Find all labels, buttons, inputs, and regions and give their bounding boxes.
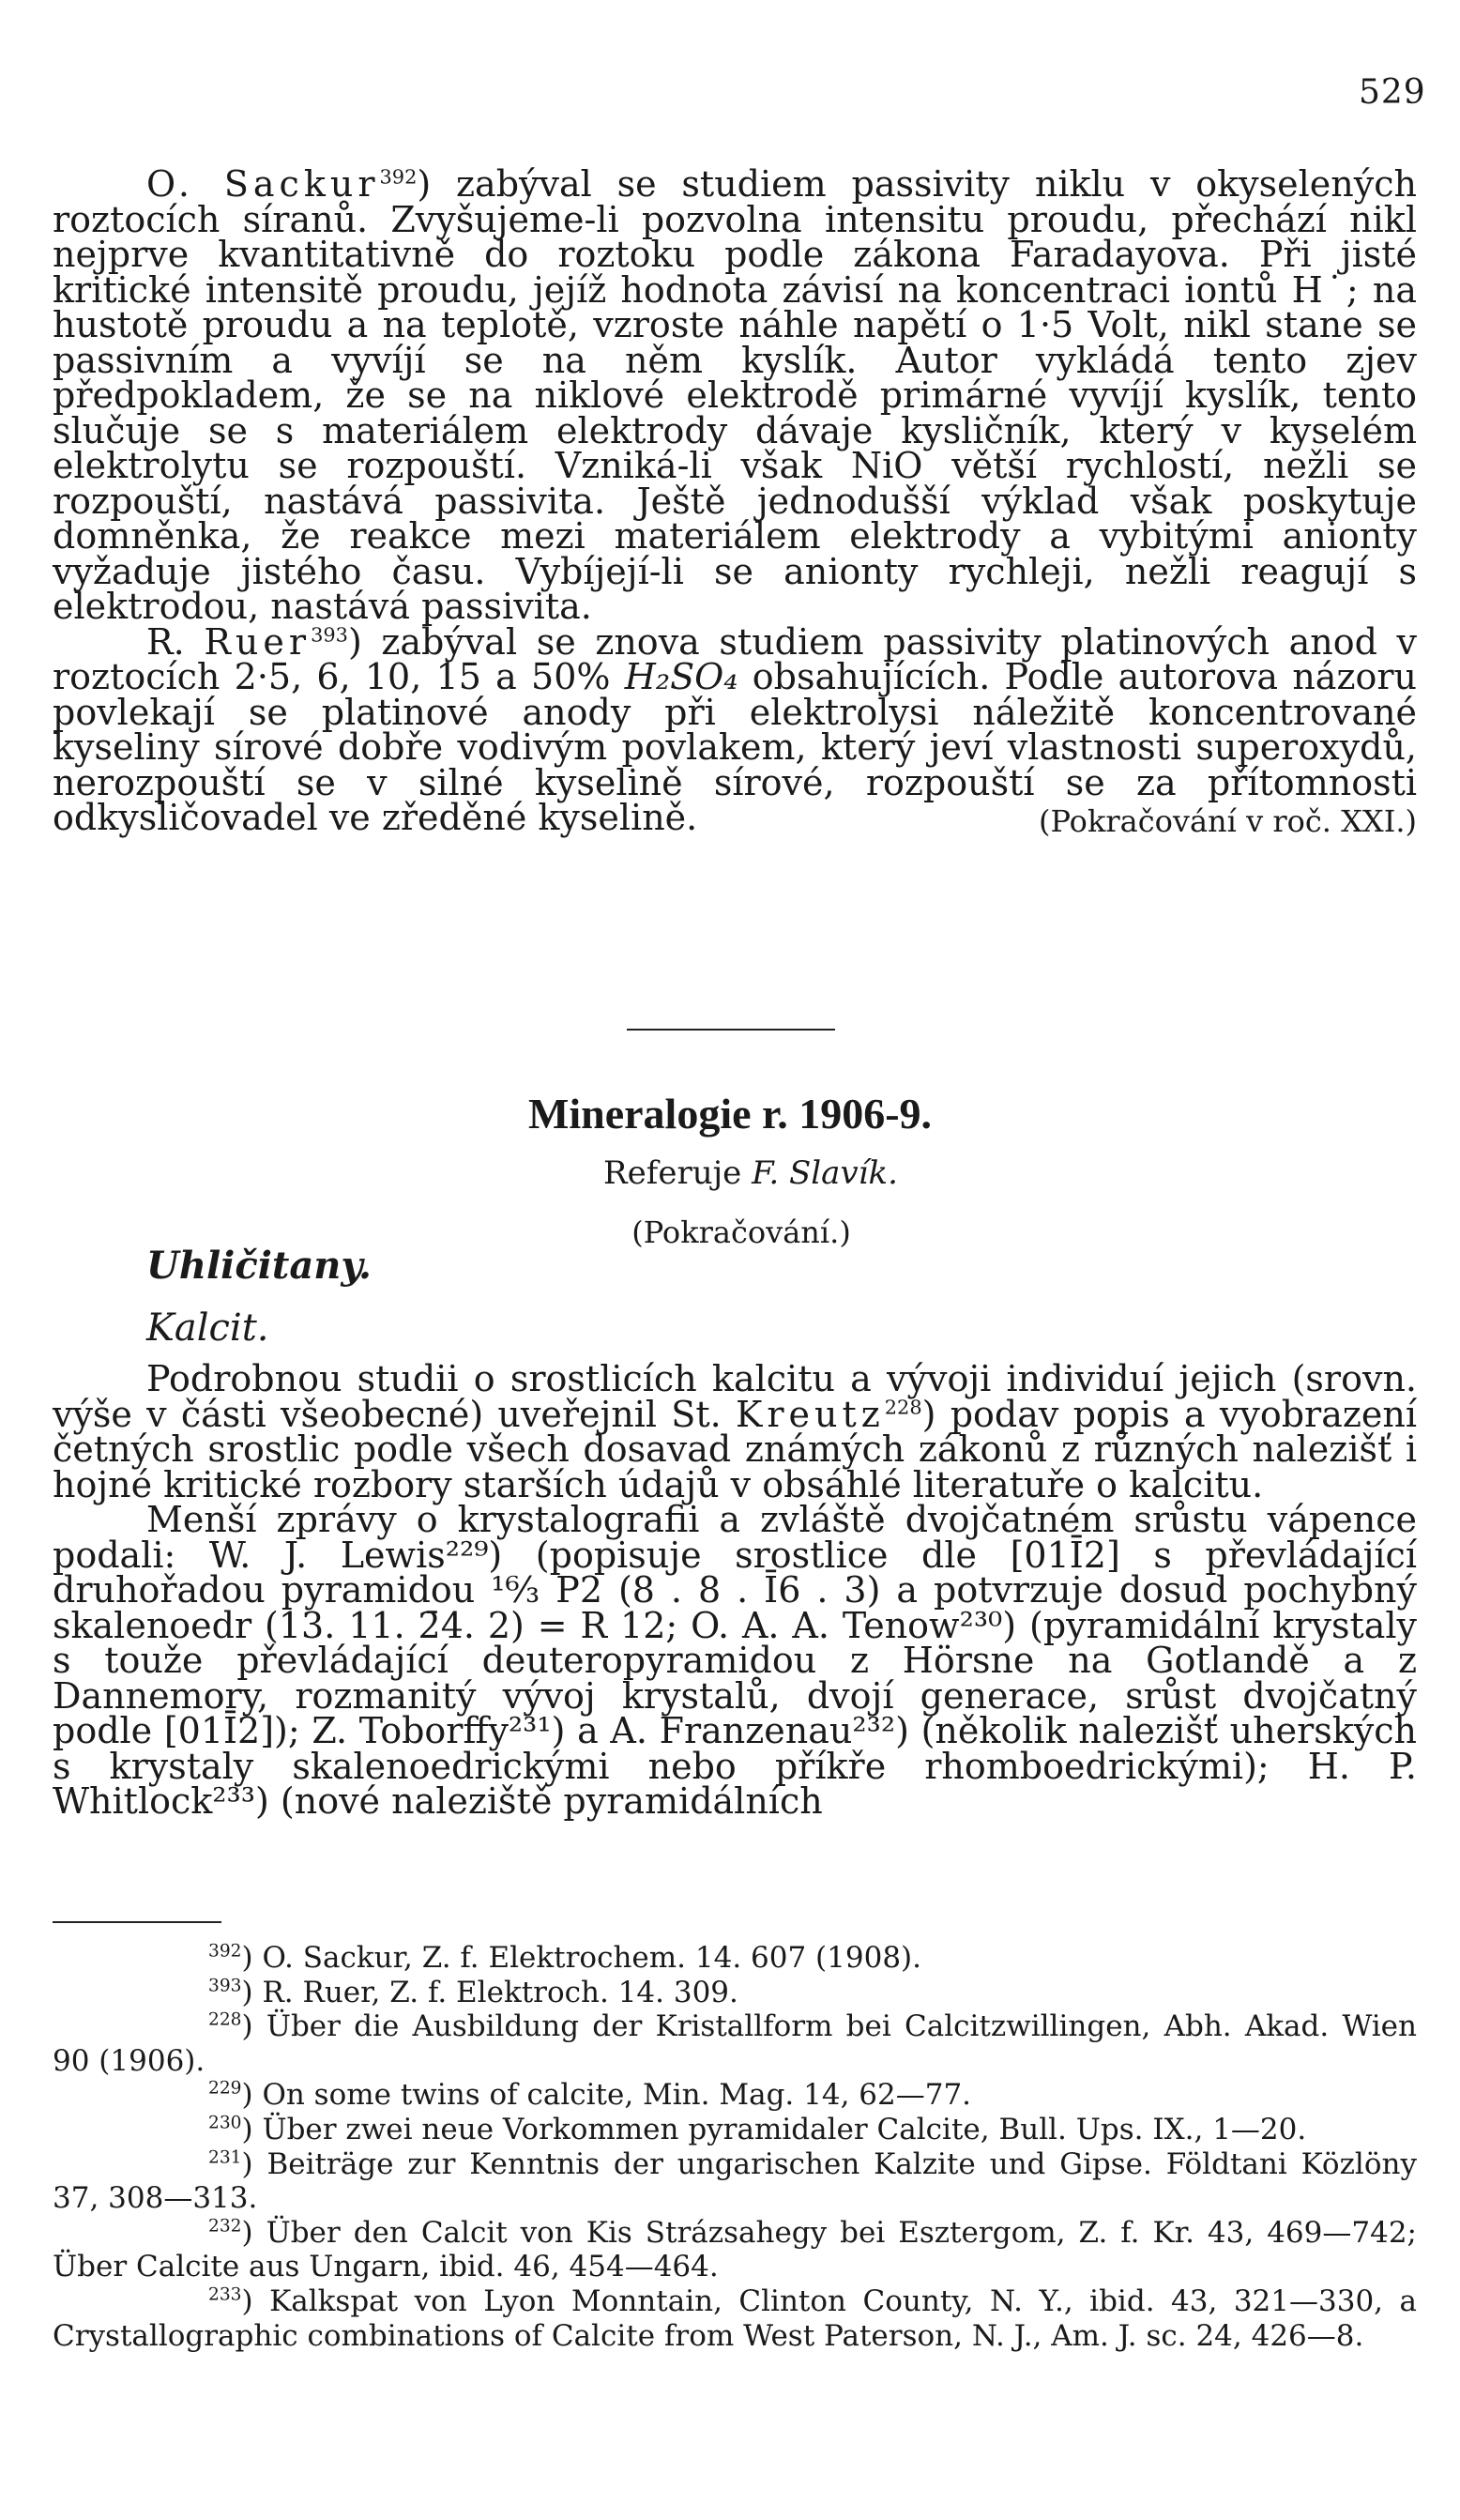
paragraph-twins: Menší zprávy o krystalografii a zvláště dvojčatném srůstu vápence podali: W. J. Lewis²²⁹) (popisuje srostlice dle [01Ī2] s převládající druhořadou pyramidou ¹⁶⁄₃ P2 (8 . 8 . Ī6 . 3) a potvrzuje dosud pochybný skalenoedr (13. 11. 2̄4. 2) = R 12; O. A. A. Tenow²³⁰) (pyramidální krystaly s touže převládající deuteropyramidou z Hörsne na Gotlandě a z Dannemory, rozmanitý vývoj krystalů, dvojí generace, srůst dvojčatný podle [01Ī2]); Z. Toborffy²³¹) a A. Franzenau²³²) (několik nalezišť uherských s krystaly skalenoedrickými nebo příkře rhomboedrickými); H. P. Whitlock²³³) (nové naleziště pyramidálních bbox=[53, 1499, 1417, 1822]
footnote-number: 232 bbox=[208, 2216, 242, 2237]
footnote-ref[interactable]: 228 bbox=[884, 1395, 922, 1418]
paragraph-ruer bbox=[53, 620, 1417, 839]
footnote bbox=[53, 1976, 1417, 2010]
footnote-number: 228 bbox=[208, 2009, 242, 2030]
section-title: Mineralogie r. 1906-9. bbox=[527, 1090, 933, 1138]
footnote-text: ) R. Ruer, Z. f. Elektroch. 14. 309. bbox=[241, 1975, 738, 2009]
byline bbox=[563, 1154, 938, 1192]
paragraph-text: Podrobnou studii o srostlicích kalcitu a vývoji individuí jejich (srovn. výše v části všeobecné) uveřejnil St. bbox=[53, 1358, 1417, 1435]
paragraph-text: ) zabýval se studiem passivity niklu v okyselených roztocích síranů. Zvyšujeme-li pozvolna intensitu proudu, přechází nikl nejprve kvantitativně do roztoku podle zákona Faradayova. Při jisté kritické intensitě proudu, jejíž hodnota závisí na koncentraci iontů H˙; na hustotě proudu a na teplotě, vzroste náhle napětí o 1·5 Volt, nikl stane se passivním a vyvíjí se na něm kyslík. Autor vykládá tento zjev předpokladem, že se na niklové elektrodě primárné vyvíjí kyslík, tento slučuje se s materiálem elektrody dávaje kysličník, který v kyselém elektrolytu se rozpouští. Vzniká-li však NiO větší rychlostí, nežli se rozpouští, nastává passivita. Ještě jednodušší výklad však poskytuje domněnka, že reakce mezi materiálem elektrody a vybitými anionty vyžaduje jistého času. Vybíjejí-li se anionty rychleji, nežli reagují s elektrodou, nastává passivita. bbox=[53, 163, 1417, 627]
byline-prefix: Referuje bbox=[603, 1154, 742, 1192]
section-divider bbox=[627, 1029, 835, 1031]
continuation-status: (Pokračování.) bbox=[631, 1214, 851, 1250]
footnote-number: 231 bbox=[208, 2147, 242, 2168]
footnote-number: 230 bbox=[208, 2113, 242, 2133]
footnote-ref[interactable]: 393 bbox=[311, 622, 348, 646]
footnote-number: 392 bbox=[208, 1941, 242, 1962]
footnote bbox=[53, 2009, 1417, 2078]
chemical-formula: H₂SO₄ bbox=[624, 656, 738, 697]
footnote-text: ) Beiträge zur Kenntnis der ungarischen Kalzite und Gipse. Földtani Közlöny 37, 308—313. bbox=[53, 2146, 1417, 2216]
paragraph-text: obsahujících. Podle autorova názoru povlekají se platinové anody při elektrolysi náležitě koncentrované kyseliny sírové dobře vodivým povlakem, který jeví vlastnosti superoxydů, nerozpouští se v silné kyselině sírové, rozpouští se za přítomnosti odkysličovadel ve zředěné kyselině. bbox=[53, 656, 1417, 838]
footnote-ref[interactable]: 392 bbox=[379, 165, 418, 189]
footnote bbox=[53, 2147, 1417, 2216]
footnote bbox=[53, 1941, 1417, 1976]
mineralogy-body bbox=[53, 1358, 1417, 1822]
author-name: O. Sackur bbox=[146, 163, 380, 205]
footnote bbox=[53, 2216, 1417, 2284]
byline-author: F. Slavík. bbox=[752, 1154, 898, 1192]
footnote-text: ) O. Sackur, Z. f. Elektrochem. 14. 607 (1908). bbox=[241, 1941, 921, 1975]
footnote-divider bbox=[53, 1921, 221, 1923]
footnote-number: 393 bbox=[208, 1976, 242, 1996]
paragraph-sackur bbox=[53, 163, 1417, 627]
author-name: Kreutz bbox=[735, 1393, 885, 1435]
paragraph-text: ) zabýval se znova studiem passivity platinových anod v roztocích 2·5, 6, 10, 15 a 50% bbox=[53, 620, 1417, 697]
footnote bbox=[53, 2284, 1417, 2353]
footnote-text: ) Über den Calcit von Kis Strázsahegy bei Esztergom, Z. f. Kr. 43, 469—742; Über Calcite aus Ungarn, ibid. 46, 454—464. bbox=[53, 2215, 1417, 2284]
page-number: 529 bbox=[1359, 73, 1426, 112]
paragraph-kreutz bbox=[53, 1358, 1417, 1505]
footnote-number: 229 bbox=[208, 2079, 242, 2100]
footnote-text: ) Über die Ausbildung der Kristallform bei Calcitzwillingen, Abh. Akad. Wien 90 (1906). bbox=[53, 2009, 1417, 2078]
continued-note: (Pokračování v roč. XXI.) bbox=[1038, 803, 1417, 839]
subheading: Uhličitany. bbox=[146, 1244, 372, 1288]
footnote bbox=[53, 2113, 1417, 2147]
footnote-text: ) Kalkspat von Lyon Monntain, Clinton County, N. Y., ibid. 43, 321—330, a Crystallographic combinations of Calcite from West Paterson, N. J., Am. J. sc. 24, 426—8. bbox=[53, 2283, 1417, 2353]
author-name: Ruer bbox=[204, 620, 312, 663]
footnote-text: ) Über zwei neue Vorkommen pyramidaler Calcite, Bull. Ups. IX., 1—20. bbox=[241, 2112, 1307, 2146]
author-initial: R. bbox=[146, 620, 185, 663]
passivity-section bbox=[53, 163, 1417, 840]
footnotes bbox=[53, 1941, 1417, 2353]
footnote-number: 233 bbox=[208, 2284, 242, 2305]
paragraph-text: ) podav popis a vyobrazení četných srostlic podle všech dosavad známých zákonů z různých nalezišť i hojné kritické rozbory starších údajů v obsáhlé literatuře o kalcitu. bbox=[53, 1393, 1417, 1505]
subsubheading: Kalcit. bbox=[146, 1306, 269, 1350]
footnote bbox=[53, 2078, 1417, 2113]
footnote-text: ) On some twins of calcite, Min. Mag. 14, 62—77. bbox=[241, 2078, 972, 2113]
